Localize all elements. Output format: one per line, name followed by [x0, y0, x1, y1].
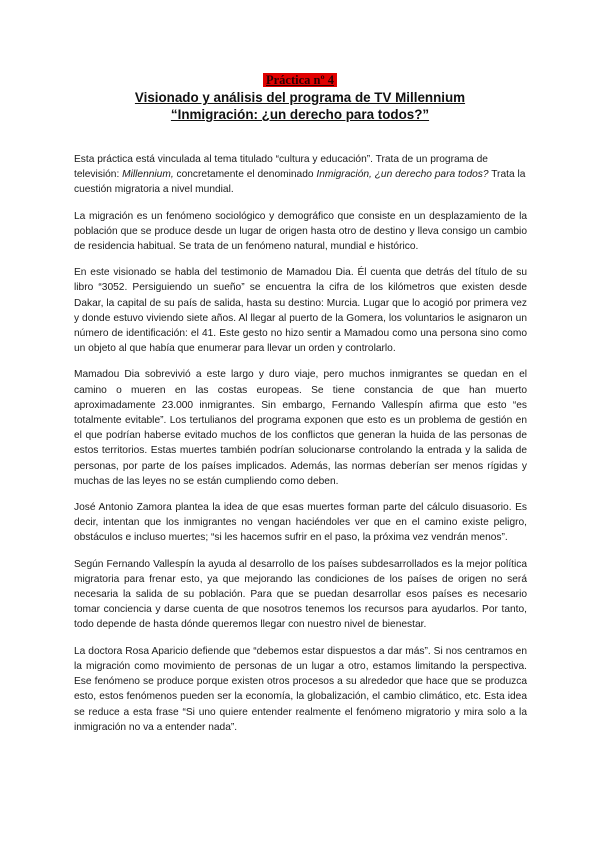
paragraph-intro: [74, 152, 527, 198]
document-title: Visionado y análisis del programa de TV Millennium: [134, 90, 466, 105]
header-badge-row: [0, 71, 600, 89]
intro-text-b: concretamente el denominado: [173, 169, 317, 181]
paragraph-zamora: José Antonio Zamora plantea la idea de que esas muertes forman parte del cálculo disuasorio. Es decir, intentan que los inmigrantes no vengan haciéndoles ver que en el camino existe peligro, obstáculos e incluso muertes; “si les hacemos sufrir en el paso, la próxima vez vendrán menos”.: [74, 502, 527, 544]
paragraph-deaths: Mamadou Dia sobrevivió a este largo y duro viaje, pero muchos inmigrantes se quedan en el camino o mueren en las costas europeas. Se tiene constancia de que han muerto aproximadamente 23.000 inmigrantes. Sin embargo, Fernando Vallespín afirma que esto “es totalmente evitable”. Los tertulianos del programa exponen que esto es un problema de gestión en el que podrían haberse evitado muchos de los conflictos que generan la huida de las personas de estos territorios. Estas muertes también podrían solucionarse controlando la entrada y la salida de personas, por parte de los países implicados. Además, las normas deberían ser menos rígidas y muchas de las leyes no se están cumpliendo como deben.: [74, 369, 527, 487]
episode-name: Inmigración, ¿un derecho para todos?: [316, 169, 489, 181]
program-name: Millennium,: [122, 169, 174, 181]
practice-number-badge: Práctica nº 4: [263, 73, 337, 87]
intro-text-a: Esta práctica está vinculada al tema titulado “cultura y educación”. Trata de un programa de televisión:: [74, 154, 488, 181]
paragraph-aparicio: La doctora Rosa Aparicio defiende que “debemos estar dispuestos a dar más”. Si nos centramos en la migración como movimiento de personas de un lugar a otro, estamos limitando la perspectiva. Ese fenómeno se produce porque existen otros procesos a su alrededor que hace que se produzca esto, estos fenómenos pueden ser la economía, la globalización, el cambio climático, etc. Esta idea se reduce a esta frase “Si uno quiere entender realmente el fenómeno migratorio y mira solo a la inmigración no va a entender nada”.: [74, 645, 527, 733]
paragraph-definition: La migración es un fenómeno sociológico y demográfico que consiste en un desplazamiento de la población que se produce desde un lugar de origen hasta otro de destino y lleva consigo un cambio de residencia habitual. Se trata de un fenómeno natural, mundial e histórico.: [74, 210, 527, 253]
document-body: [74, 152, 527, 746]
paragraph-testimony: En este visionado se habla del testimonio de Mamadou Dia. Él cuenta que detrás del título de su libro “3052. Persiguiendo un sueño” se encuentra la cifra de los kilómetros que existen desde Dakar, la capital de su país de salida, hasta su destino: Murcia. Lugar que lo acogió por primera vez y donde estuvo viviendo siete años. Al llegar al puerto de la Gomera, los voluntarios le asignaron un número de identificación: el 41. Este gesto no hizo sentir a Mamadou como una persona sino como un objeto al que había que enumerar para llevar un orden y controlarlo.: [74, 267, 527, 355]
intro-text-c: Trata la cuestión migratoria a nivel mundial.: [74, 169, 526, 196]
document-subtitle: “Inmigración: ¿un derecho para todos?”: [170, 107, 430, 122]
paragraph-vallespin: Según Fernando Vallespín la ayuda al desarrollo de los países subdesarrollados es la mejor política migratoria para frenar esto, ya que mejorando las condiciones de los países de origen no será necesaria la salida de su población. Para que se puedan desarrollar esos países es necesario tomar conciencia y darse cuenta de que nosotros tenemos los recursos para ayudarlos. Por tanto, todo depende de hasta dónde queremos llegar con nuestro nivel de bienestar.: [74, 558, 527, 631]
